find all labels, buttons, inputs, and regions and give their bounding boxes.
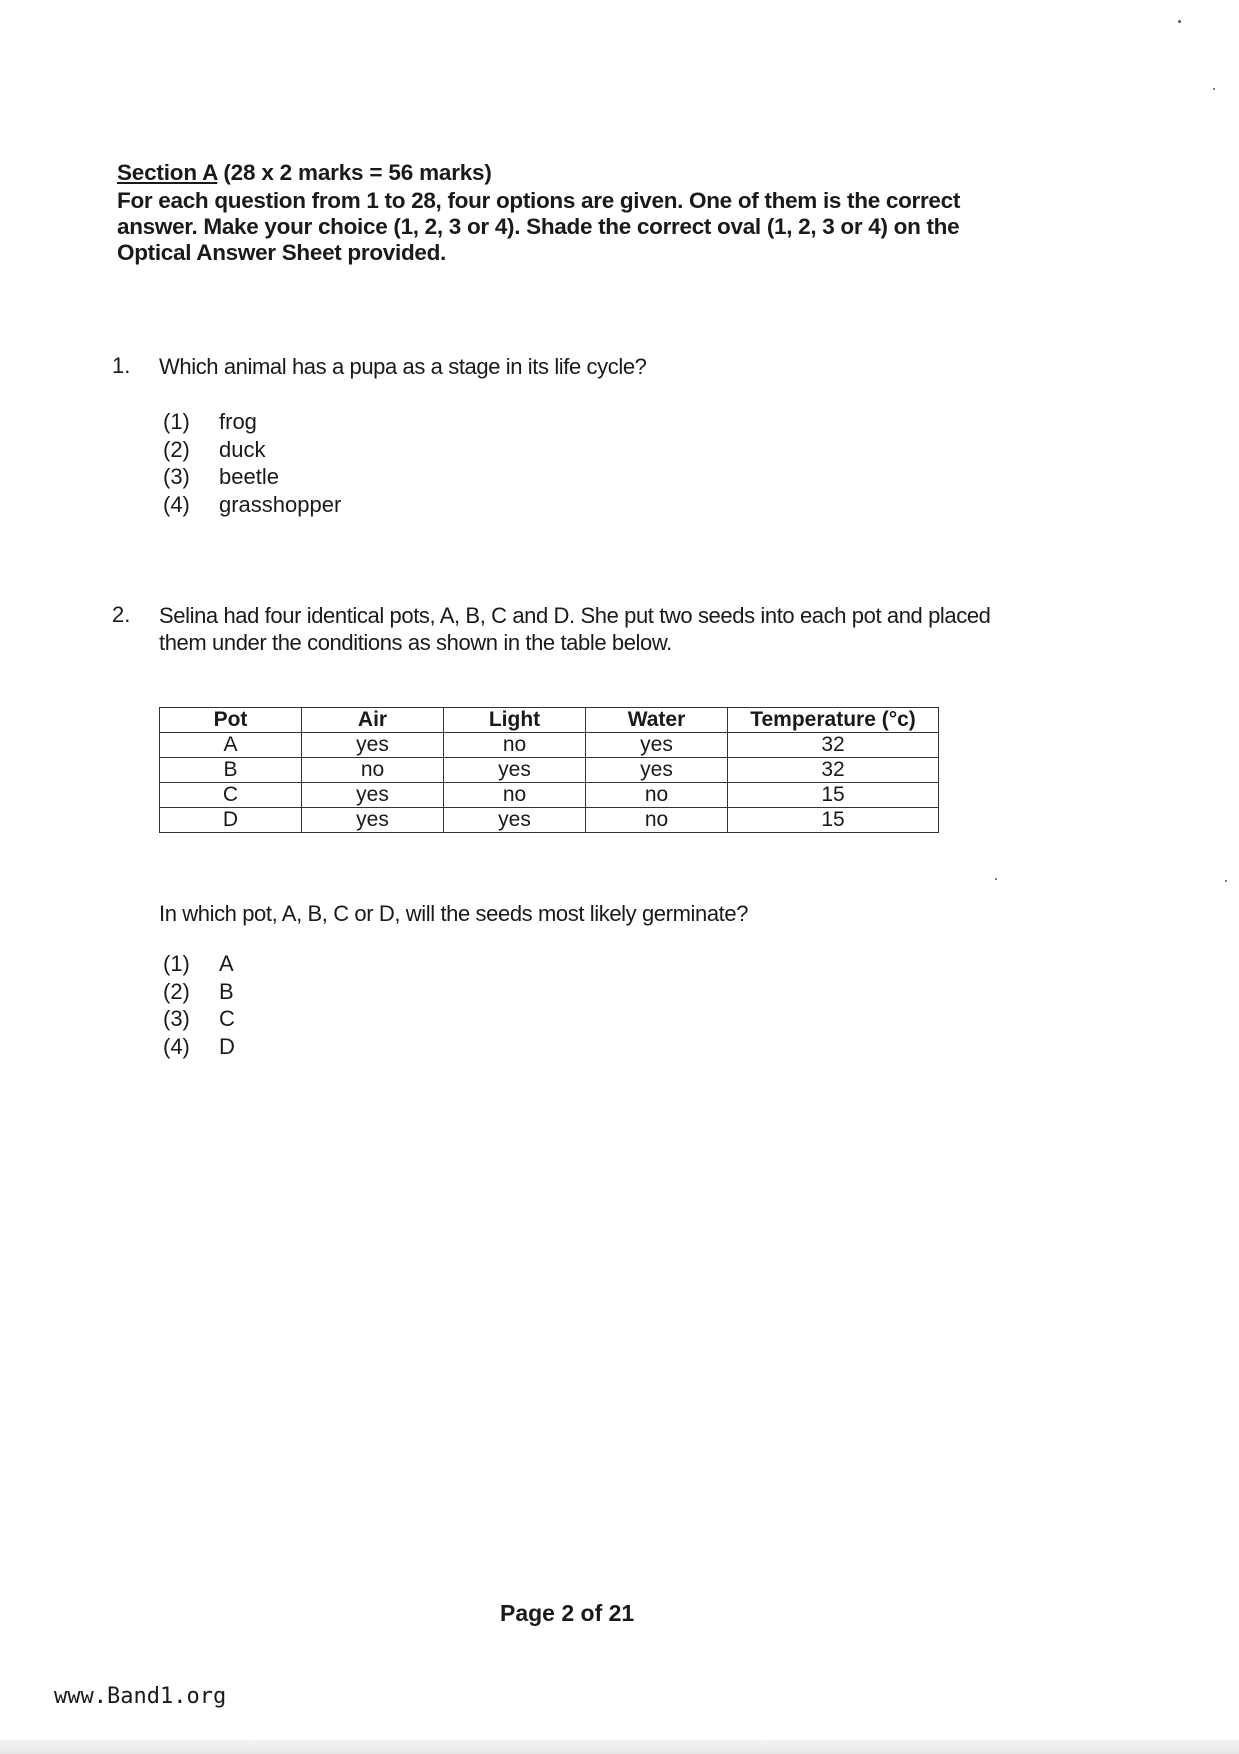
- option-label: beetle: [219, 464, 279, 489]
- option: [163, 491, 341, 519]
- section-marks: (28 x 2 marks = 56 marks): [217, 160, 492, 185]
- option-label: frog: [219, 409, 257, 434]
- scan-speck: [1178, 20, 1181, 23]
- question-1-number: 1.: [112, 353, 131, 378]
- table-cell: C: [160, 783, 302, 808]
- option: [163, 463, 341, 491]
- option-number: (4): [163, 491, 190, 517]
- table-cell: yes: [586, 758, 728, 783]
- table-header: Air: [302, 708, 444, 733]
- option: [163, 1005, 235, 1033]
- option-number: (2): [163, 436, 190, 462]
- option: [163, 978, 235, 1006]
- table-cell: yes: [302, 808, 444, 833]
- table-cell: no: [444, 733, 586, 758]
- table-cell: 15: [728, 808, 939, 833]
- table-cell: B: [160, 758, 302, 783]
- question-1-options: [163, 408, 341, 518]
- table-header: Light: [444, 708, 586, 733]
- scan-edge: [0, 1740, 1239, 1754]
- table-row: [160, 733, 939, 758]
- table-cell: no: [444, 783, 586, 808]
- scan-speck: [995, 878, 997, 880]
- instructions-part2: Shade the correct oval (1, 2, 3 or 4) on the Optical Answer Sheet provided.: [117, 214, 960, 265]
- table-cell: yes: [302, 783, 444, 808]
- table-row: [160, 783, 939, 808]
- option-number: (1): [163, 409, 190, 434]
- table-cell: no: [302, 758, 444, 783]
- table-cell: D: [160, 808, 302, 833]
- table-cell: 32: [728, 758, 939, 783]
- option: [163, 1033, 235, 1061]
- option-label: C: [219, 1006, 235, 1031]
- option-number: (3): [163, 1006, 190, 1031]
- table-header: Pot: [160, 708, 302, 733]
- table-header-row: [160, 708, 939, 733]
- instructions-part1: For each question from 1 to 28, four options are given. One of them is the correct answer. Make your choice (1, 2, 3 or 4).: [117, 188, 961, 239]
- option-label: D: [219, 1033, 235, 1059]
- table-cell: yes: [302, 733, 444, 758]
- scan-speck: [1225, 880, 1227, 882]
- conditions-table: [159, 707, 939, 833]
- option-number: (3): [163, 464, 190, 489]
- table-cell: yes: [586, 733, 728, 758]
- option-number: (1): [163, 951, 190, 976]
- question-2-text: Selina had four identical pots, A, B, C and D. She put two seeds into each pot and placed them under the conditions as shown in the table below.: [159, 603, 991, 655]
- option-label: B: [219, 978, 234, 1004]
- table-cell: yes: [444, 808, 586, 833]
- question-2-prompt: In which pot, A, B, C or D, will the seeds most likely germinate?: [159, 901, 749, 926]
- option: [163, 950, 235, 978]
- option: [163, 436, 341, 464]
- scan-speck: [1213, 88, 1215, 90]
- option-label: A: [219, 951, 234, 976]
- footer-url: www.Band1.org: [54, 1684, 227, 1709]
- table-row: [160, 758, 939, 783]
- option-label: duck: [219, 436, 266, 462]
- table-cell: 15: [728, 783, 939, 808]
- question-2-number: 2.: [112, 602, 131, 627]
- table-cell: yes: [444, 758, 586, 783]
- section-header: [117, 160, 1022, 186]
- question-1-text: Which animal has a pupa as a stage in its life cycle?: [159, 354, 647, 379]
- table-header: Temperature (°c): [728, 708, 939, 733]
- section-title: Section A: [117, 160, 218, 185]
- option: [163, 408, 341, 436]
- option-label: grasshopper: [219, 491, 342, 517]
- table-cell: no: [586, 808, 728, 833]
- table-header: Water: [586, 708, 728, 733]
- table-cell: 32: [728, 733, 939, 758]
- table-cell: no: [586, 783, 728, 808]
- page-number: Page 2 of 21: [500, 1600, 635, 1626]
- option-number: (4): [163, 1033, 190, 1059]
- question-2-options: [163, 950, 235, 1060]
- section-instructions: [117, 188, 1022, 266]
- table-row: [160, 808, 939, 833]
- option-number: (2): [163, 978, 190, 1004]
- table-cell: A: [160, 733, 302, 758]
